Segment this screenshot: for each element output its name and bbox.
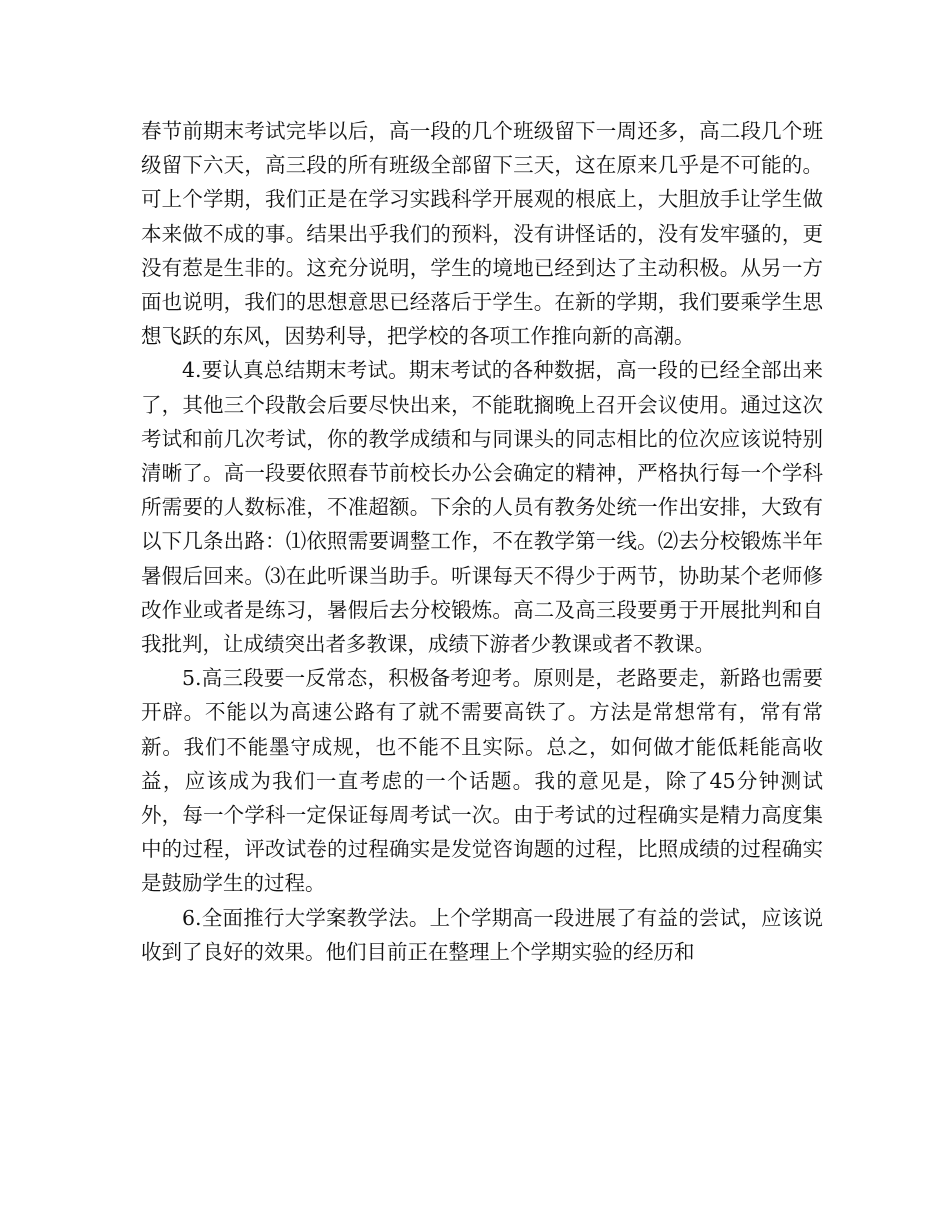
paragraph-item-6: 6.全面推行大学案教学法。上个学期高一段进展了有益的尝试，应该说收到了良好的效果。他们目前正在整理上个学期实验的经历和 [141,905,823,964]
paragraph-item-4: 4.要认真总结期末考试。期末考试的各种数据，高一段的已经全部出来了，其他三个段散会后要尽快出来，不能耽搁晚上召开会议使用。通过这次考试和前几次考试，你的教学成绩和与同课头的同志相比的位次应该说特别清晰了。高一段要依照春节前校长办公会确定的精神，严格执行每一个学科所需要的人数标准，不准超额。下余的人员有教务处统一作出安排，大致有以下几条出路：⑴依照需要调整工作，不在教学第一线。⑵去分校锻炼半年暑假后回来。⑶在此听课当助手。听课每天不得少于两节，协助某个老师修改作业或者是练习，暑假后去分校锻炼。高二及高三段要勇于开展批判和自我批判，让成绩突出者多教课，成绩下游者少教课或者不教课。 [141,358,823,657]
document-body [141,114,823,969]
paragraph-continuation: 春节前期末考试完毕以后，高一段的几个班级留下一周还多，高二段几个班级留下六天，高三段的所有班级全部留下三天，这在原来几乎是不可能的。可上个学期，我们正是在学习实践科学开展观的根底上，大胆放手让学生做本来做不成的事。结果出乎我们的预料，没有讲怪话的，没有发牢骚的，更没有惹是生非的。这充分说明，学生的境地已经到达了主动积极。从另一方面也说明，我们的思想意思已经落后于学生。在新的学期，我们要乘学生思想飞跃的东风，因势利导，把学校的各项工作推向新的高潮。 [141,119,823,349]
paragraph-item-5: 5.高三段要一反常态，积极备考迎考。原则是，老路要走，新路也需要开辟。不能以为高速公路有了就不需要高铁了。方法是常想常有，常有常新。我们不能墨守成规，也不能不且实际。总之，如何做才能低耗能高收益，应该成为我们一直考虑的一个话题。我的意见是，除了45分钟测试外，每一个学科一定保证每周考试一次。由于考试的过程确实是精力高度集中的过程，评改试卷的过程确实是发觉咨询题的过程，比照成绩的过程确实是鼓励学生的过程。 [141,666,823,896]
